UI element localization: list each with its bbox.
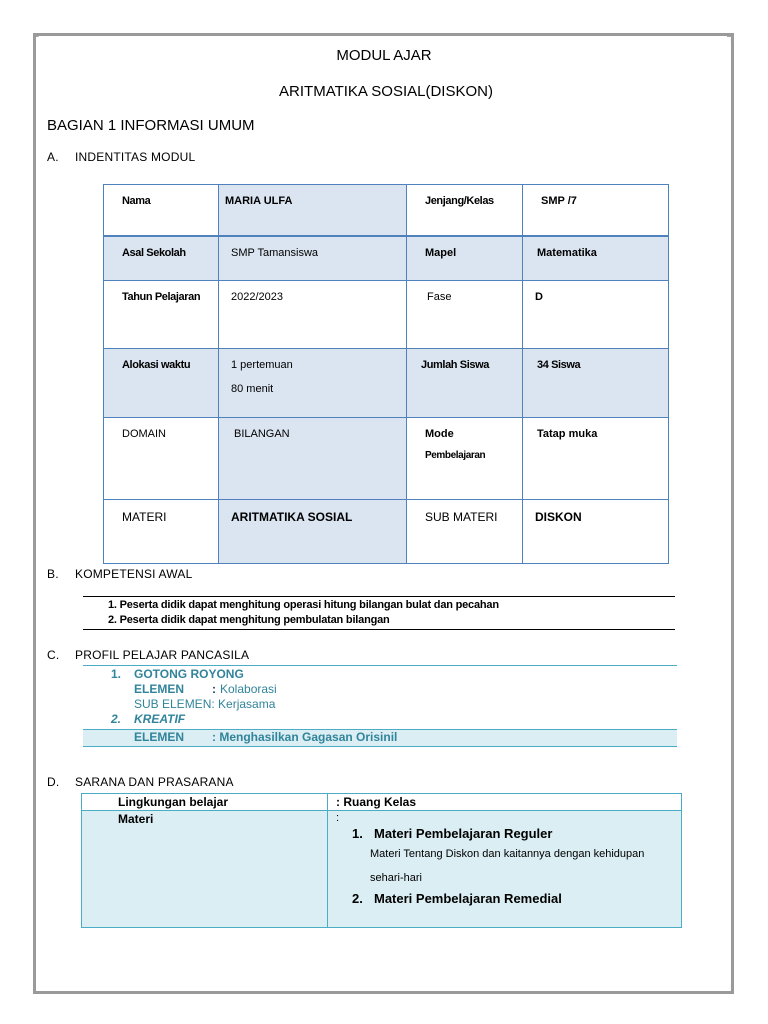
document-title: MODUL AJAR — [336, 47, 432, 64]
cell-value: SMP /7 — [523, 185, 669, 236]
materi-number: 2. — [352, 891, 363, 906]
cell-value: MARIA ULFA — [219, 185, 407, 236]
document-subtitle: ARITMATIKA SOSIAL(DISKON) — [279, 83, 493, 100]
cell-value: SMP Tamansiswa — [219, 236, 407, 281]
cell-value: Tatap muka — [523, 418, 669, 500]
cell-value-extra: 80 menit — [231, 383, 274, 395]
cell-label: Asal Sekolah — [104, 236, 219, 281]
sub-elemen: SUB ELEMEN: Kerjasama — [134, 697, 276, 711]
elemen-value: : Menghasilkan Gagasan Orisinil — [212, 730, 398, 744]
cell-value: Matematika — [523, 236, 669, 281]
cell-value: BILANGAN — [219, 418, 407, 500]
corner-ornament: └ — [30, 984, 39, 998]
cell-label: DOMAIN — [104, 418, 219, 500]
cell-label: Mode — [425, 428, 454, 440]
section-a-title: INDENTITAS MODUL — [75, 150, 196, 164]
corner-ornament: ┐ — [727, 29, 736, 43]
sarana-value: : Ruang Kelas — [328, 794, 682, 811]
cell-value: 2022/2023 — [219, 281, 407, 349]
cell-label-extra: Pembelajaran — [425, 450, 486, 461]
materi-number: 1. — [352, 826, 363, 841]
cell-label: SUB MATERI — [407, 500, 523, 564]
list-item: 1. Peserta didik dapat menghitung operasi hitung bilangan bulat dan pecahan — [108, 599, 499, 611]
cell-value: ARITMATIKA SOSIAL — [219, 500, 407, 564]
divider — [83, 629, 675, 630]
identity-table — [103, 184, 669, 564]
section-b-label: B. — [47, 567, 59, 581]
materi-desc: Materi Tentang Diskon dan kaitannya dengan kehidupan — [370, 848, 645, 860]
elemen-value: Kolaborasi — [220, 682, 277, 696]
sarana-colon: : — [336, 812, 340, 824]
cell-value: 34 Siswa — [523, 349, 669, 418]
divider — [83, 665, 677, 666]
section-d-label: D. — [47, 775, 60, 789]
part-title: BAGIAN 1 INFORMASI UMUM — [47, 117, 255, 134]
elemen-label: ELEMEN — [134, 682, 185, 696]
profile-title: GOTONG ROYONG — [134, 667, 244, 681]
cell-value: DISKON — [523, 500, 669, 564]
sarana-label: Materi — [82, 811, 328, 928]
cell-label: Mapel — [407, 236, 523, 281]
cell-label: Fase — [407, 281, 523, 349]
profile-title: KREATIF — [134, 712, 186, 726]
cell-label: Tahun Pelajaran — [104, 281, 219, 349]
cell-label: Jumlah Siswa — [407, 349, 523, 418]
cell-value: D — [523, 281, 669, 349]
cell-label: Alokasi waktu — [104, 349, 219, 418]
profile-number: 1. — [111, 667, 122, 681]
elemen-label: ELEMEN — [134, 730, 185, 744]
section-c-title: PROFIL PELAJAR PANCASILA — [75, 648, 250, 662]
section-b-title: KOMPETENSI AWAL — [75, 567, 193, 581]
section-d-title: SARANA DAN PRASARANA — [75, 775, 234, 789]
divider — [83, 596, 675, 597]
sarana-table — [81, 793, 682, 928]
section-a-label: A. — [47, 150, 59, 164]
cell-label: Jenjang/Kelas — [407, 185, 523, 236]
list-item: 2. Peserta didik dapat menghitung pembulatan bilangan — [108, 614, 390, 626]
materi-title: Materi Pembelajaran Reguler — [374, 826, 553, 841]
sarana-label: Lingkungan belajar — [82, 794, 328, 811]
cell-value: 1 pertemuan — [231, 359, 293, 371]
materi-title: Materi Pembelajaran Remedial — [374, 891, 562, 906]
section-c-label: C. — [47, 648, 60, 662]
cell-label: Nama — [104, 185, 219, 236]
corner-ornament: ┌ — [30, 29, 39, 43]
corner-ornament: ┘ — [727, 984, 736, 998]
cell-label: MATERI — [104, 500, 219, 564]
materi-desc: sehari-hari — [370, 872, 422, 884]
profile-number: 2. — [111, 712, 122, 726]
elemen-colon: : — [212, 682, 216, 696]
